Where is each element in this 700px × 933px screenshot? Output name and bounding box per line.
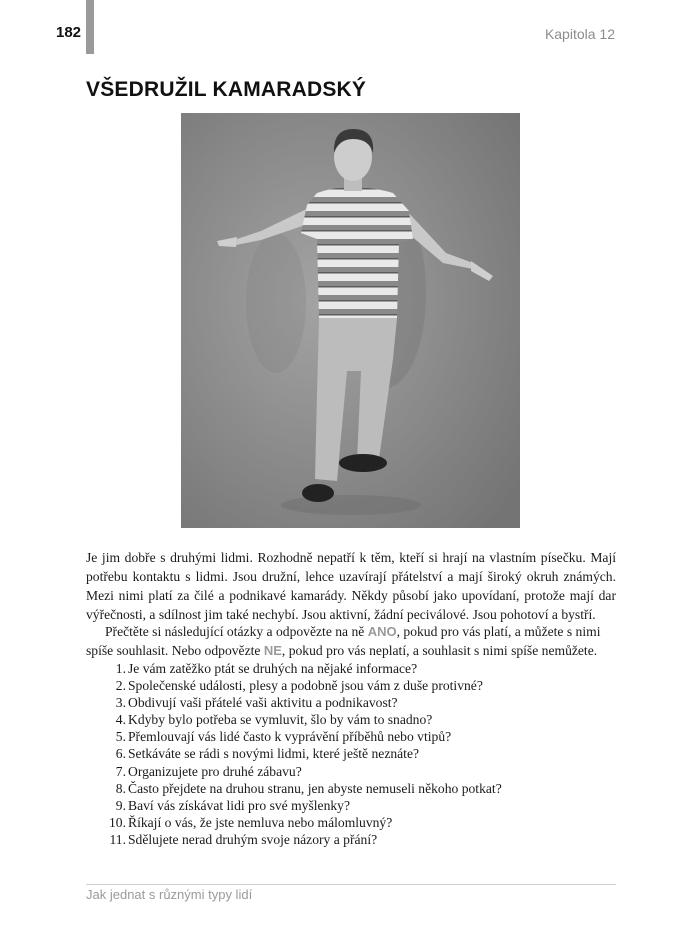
question-list (86, 660, 616, 848)
page-number: 182 (56, 24, 82, 41)
question-item (86, 660, 616, 677)
header-bar (86, 0, 94, 54)
question-item (86, 745, 616, 762)
question-text: Společenské události, plesy a podobně jsou vám z duše protivné? (128, 678, 483, 694)
question-number: 9. (115, 797, 126, 813)
question-number: 1. (115, 661, 126, 676)
intro-paragraph: Je jim dobře s druhými lidmi. Rozhodně nepatří k těm, kteří si hrají na vlastním písečku. Mají potřebu kontaktu s lidmi. Jsou družní, lehce uzavírají přátelství a mají široký okruh známých. Mezi nimi platí za čilé a podnikavé kamarády. Někdy působí jako upovídaní, protože mají dar výřečnosti, a sdílnost jim také nechybí. Jsou aktivní, žádní peciválové. Jsou pohotoví a bystří. (86, 550, 616, 622)
question-text: Je vám zatěžko ptát se druhých na nějaké informace? (128, 661, 418, 676)
question-item (86, 711, 616, 728)
question-number: 11. (109, 831, 126, 847)
question-item (86, 763, 616, 780)
question-item (86, 694, 616, 711)
question-text: Obdivují vaši přátelé vaši aktivitu a podnikavost? (128, 695, 398, 711)
question-text: Baví vás získávat lidi pro své myšlenky? (128, 797, 350, 813)
question-number: 5. (115, 729, 126, 745)
question-number: 2. (115, 678, 126, 694)
question-number: 4. (115, 712, 126, 728)
question-item (86, 728, 616, 745)
question-number: 7. (115, 763, 126, 779)
question-item (86, 797, 616, 814)
footer-book-title: Jak jednat s různými typy lidí (86, 887, 253, 902)
question-text: Kdyby bylo potřeba se vymluvit, šlo by vám to snadno? (128, 712, 433, 728)
question-number: 8. (115, 780, 126, 796)
no-keyword: NE (263, 643, 282, 658)
person-photo (181, 113, 520, 528)
instructions-text-2: , pokud pro vás platí, a můžete s nimi spíše souhlasit. Nebo odpovězte (86, 624, 601, 658)
question-text: Říkají o vás, že jste nemluva nebo málomluvný? (128, 814, 393, 830)
question-number: 3. (115, 695, 126, 711)
footer-divider (86, 884, 616, 885)
instructions-paragraph (86, 622, 616, 660)
question-item (86, 677, 616, 694)
question-number: 10. (109, 814, 126, 830)
instructions-text-1: Přečtěte si následující otázky a odpovězte na ně (105, 624, 368, 639)
section-title: VŠEDRUŽIL KAMARADSKÝ (86, 78, 367, 101)
question-item (86, 780, 616, 797)
question-item (86, 814, 616, 831)
instructions-text-3: , pokud pro vás neplatí, a souhlasit s nimi spíše nemůžete. (281, 643, 598, 658)
yes-keyword: ANO (367, 624, 397, 639)
question-text: Sdělujete nerad druhým svoje názory a přání? (128, 831, 378, 847)
chapter-label: Kapitola 12 (544, 26, 615, 42)
question-item (86, 831, 616, 848)
question-number: 6. (115, 746, 126, 762)
question-text: Přemlouvají vás lidé často k vyprávění příběhů nebo vtipů? (128, 729, 452, 745)
question-text: Setkáváte se rádi s novými lidmi, které ještě neznáte? (128, 746, 420, 762)
question-text: Často přejdete na druhou stranu, jen abyste nemuseli někoho potkat? (128, 780, 502, 796)
question-text: Organizujete pro druhé zábavu? (128, 763, 302, 779)
